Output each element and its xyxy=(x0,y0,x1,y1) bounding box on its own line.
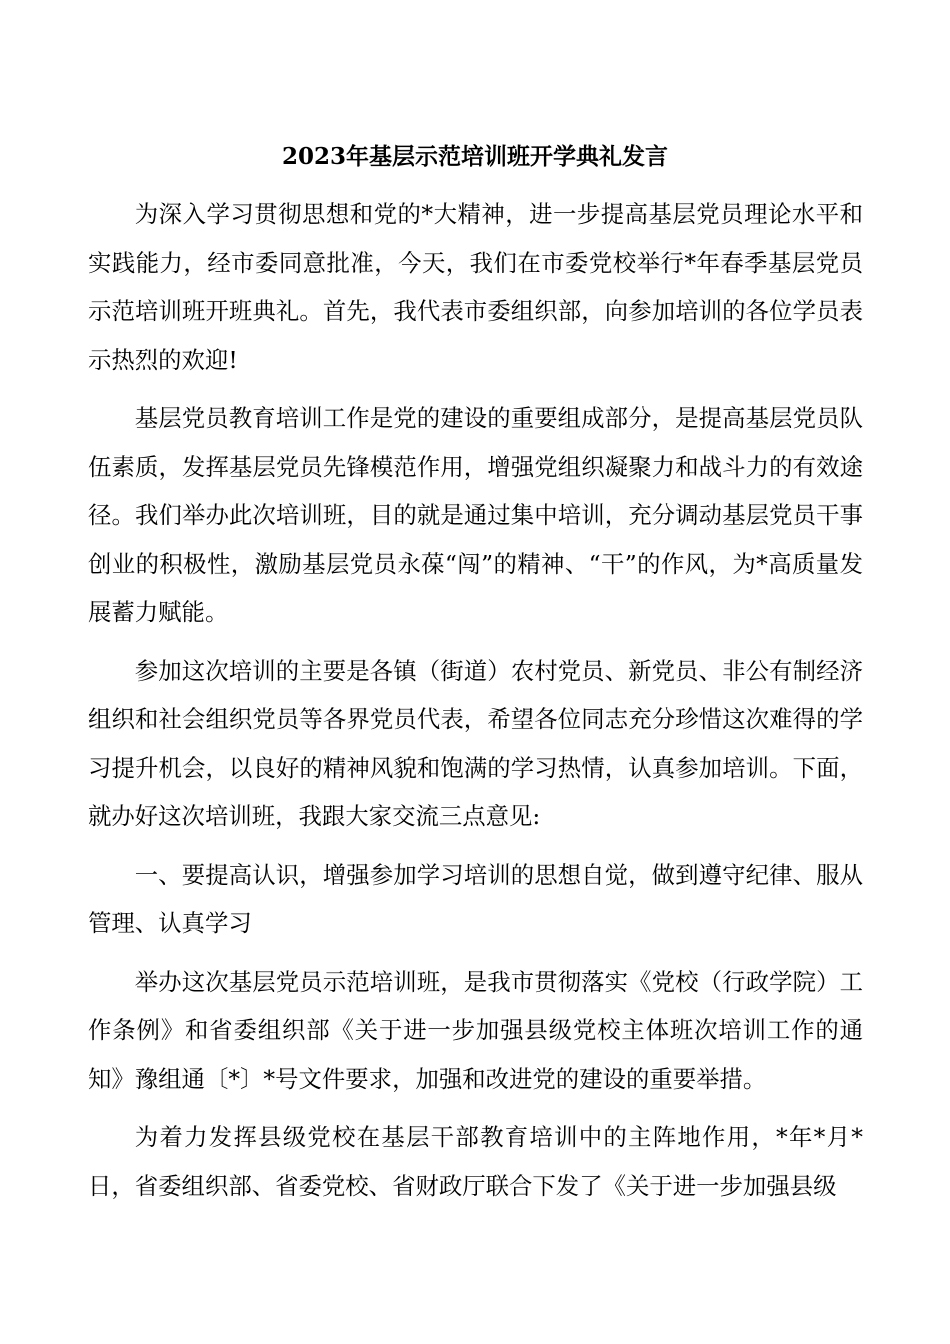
paragraph-2: 基层党员教育培训工作是党的建设的重要组成部分，是提高基层党员队伍素质，发挥基层党员先锋模范作用，增强党组织凝聚力和战斗力的有效途径。我们举办此次培训班，目的就是通过集中培训，充分调动基层党员干事创业的积极性，激励基层党员永葆“闯”的精神、“干”的作风，为*高质量发展蓄力赋能。 xyxy=(88,404,863,626)
section-heading-1: 一、要提高认识，增强参加学习培训的思想自觉，做到遵守纪律、服从管理、认真学习 xyxy=(88,860,863,937)
paragraph-1: 为深入学习贯彻思想和党的*大精神，进一步提高基层党员理论水平和实践能力，经市委同意批准，今天，我们在市委党校举行*年春季基层党员示范培训班开班典礼。首先，我代表市委组织部，向参加培训的各位学员表示热烈的欢迎! xyxy=(88,200,863,374)
document-body xyxy=(88,190,863,1210)
paragraph-3: 参加这次培训的主要是各镇（街道）农村党员、新党员、非公有制经济组织和社会组织党员等各界党员代表，希望各位同志充分珍惜这次难得的学习提升机会，以良好的精神风貌和饱满的学习热情，认真参加培训。下面，就办好这次培训班，我跟大家交流三点意见: xyxy=(88,656,863,830)
document-title: 2023年基层示范培训班开学典礼发言 xyxy=(281,143,668,170)
paragraph-4: 举办这次基层党员示范培训班，是我市贯彻落实《党校（行政学院）工作条例》和省委组织部《关于进一步加强县级党校主体班次培训工作的通知》豫组通〔*〕*号文件要求，加强和改进党的建设的重要举措。 xyxy=(88,967,863,1093)
paragraph-5: 为着力发挥县级党校在基层干部教育培训中的主阵地作用，*年*月*日，省委组织部、省委党校、省财政厅联合下发了《关于进一步加强县级 xyxy=(88,1123,863,1200)
